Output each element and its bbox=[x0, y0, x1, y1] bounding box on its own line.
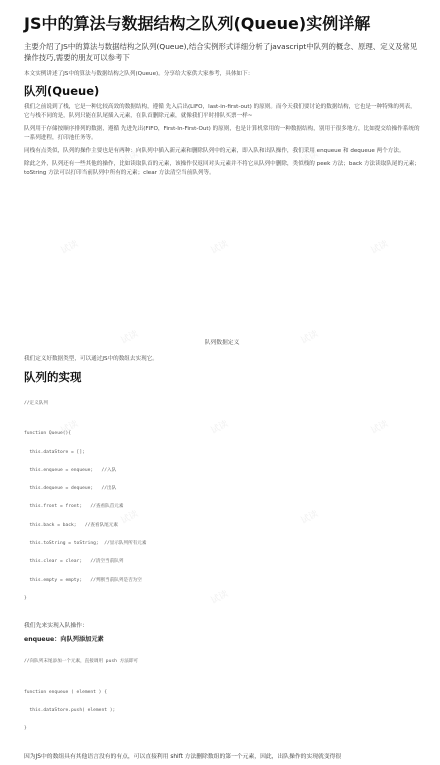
page-title: JS中的算法与数据结构之队列(Queue)实例详解 bbox=[24, 14, 371, 33]
paragraph: 同栈有点类似，队列的操作主要也是有两种：向队列中插入新元素和删除队列中的元素，即入队和出队操作，我们采用 enqueue 和 dequeue 两个方法。 bbox=[24, 148, 405, 155]
code-line: this.empty = empty; //判断当前队列是否为空 bbox=[24, 577, 142, 583]
watermark-text: 试读 bbox=[119, 329, 141, 347]
code-line: } bbox=[24, 595, 27, 601]
paragraph-dequeue-intro: 因为JS中的数组具有其他语言没有的有点，可以直接利用 shift 方法删除数组的第一个元素，因此，出队操作的实现就变得很 bbox=[24, 753, 342, 760]
watermark-text: 试读 bbox=[119, 149, 141, 167]
paragraph-enqueue-intro: 我们先来实现入队操作： bbox=[24, 623, 88, 630]
watermark-text: 试读 bbox=[299, 509, 321, 527]
code-line: this.back = back; //查看队尾元素 bbox=[24, 522, 118, 528]
code-line: this.dataStore = []; bbox=[24, 449, 85, 455]
paragraph: 我们定义好数据类型，可以通过JS中的数组去实现它。 bbox=[24, 356, 158, 363]
figure-caption: 队列数据定义 bbox=[204, 340, 240, 347]
code-line: function enqueue ( element ) { bbox=[24, 689, 107, 695]
watermark-text: 试读 bbox=[209, 419, 231, 437]
watermark-text: 试读 bbox=[299, 329, 321, 347]
code-line: this.dataStore.push( element ); bbox=[24, 708, 116, 714]
section-heading-queue: 队列(Queue) bbox=[24, 84, 100, 99]
paragraph: 队列用于存储按顺序排列的数据，遵循 先进先出(FIFO，First-In-First-Out) 的原则，也是计算机常用的一种数据结构，别用于很多地方，比如提交给操作系统的一系列进程，打印池任务等。 bbox=[24, 126, 420, 141]
code-line: this.toString = toString; //显示队列所有元素 bbox=[24, 541, 147, 546]
code-line: //定义队列 bbox=[24, 400, 48, 406]
watermark-text: 试读 bbox=[59, 239, 81, 257]
watermark-text: 试读 bbox=[209, 589, 231, 607]
code-line: //向队列末尾添加一个元素，直接调用 push 方法即可 bbox=[24, 659, 139, 665]
article-summary: 主要介绍了JS中的算法与数据结构之队列(Queue),结合实例形式详细分析了javascript中队列的概念、原理、定义及常见操作技巧,需要的朋友可以参考下 bbox=[24, 42, 418, 62]
code-line: } bbox=[24, 726, 27, 732]
code-line: this.front = front; //查看队首元素 bbox=[24, 504, 124, 510]
subheading-enqueue: enqueue：向队列添加元素 bbox=[24, 636, 104, 644]
section-heading-implementation: 队列的实现 bbox=[24, 369, 82, 384]
watermark-text: 试读 bbox=[299, 149, 321, 167]
document-page bbox=[24, 14, 420, 765]
code-line: this.dequeue = dequeue; //出队 bbox=[24, 486, 117, 492]
code-block-queue-definition bbox=[24, 389, 420, 614]
paragraph: 除此之外，队列还有一些其他的操作，比如读取队首的元素，该操作仅返回对头元素并不将它从队列中删除，类似栈的 peek 方法；back 方法读取队尾的元素；toString 方法可以打印当前队列中所有的元素；clear 方法清空当前队列等。 bbox=[24, 161, 420, 176]
code-line: this.clear = clear; //清空当前队列 bbox=[24, 559, 124, 565]
intro-paragraph: 本文实例讲述了JS中的算法与数据结构之队列(Queue)。分享给大家供大家参考，具体如下： bbox=[24, 71, 254, 77]
paragraph: 我们之前说到了栈，它是一种比较高效的数据结构，遵循 先入后出(LIFO，last-in-first-out) 的原则。而今天我们要讨论的数据结构，它也是一种特殊的列表，它与栈不同的是，队列只能在队尾插入元素，在队首删除元素，就像我们平时排队买票一样~ bbox=[24, 104, 416, 119]
code-line: function Queue(){ bbox=[24, 431, 72, 437]
code-block-enqueue bbox=[24, 647, 420, 745]
watermark-text: 试读 bbox=[59, 419, 81, 437]
watermark-text: 试读 bbox=[119, 509, 141, 527]
code-line: this.enqueue = enqueue; //入队 bbox=[24, 467, 117, 473]
queue-figure-placeholder bbox=[147, 183, 297, 333]
watermark-text: 试读 bbox=[369, 239, 391, 257]
watermark-text: 试读 bbox=[369, 419, 391, 437]
watermark-text: 试读 bbox=[209, 239, 231, 257]
